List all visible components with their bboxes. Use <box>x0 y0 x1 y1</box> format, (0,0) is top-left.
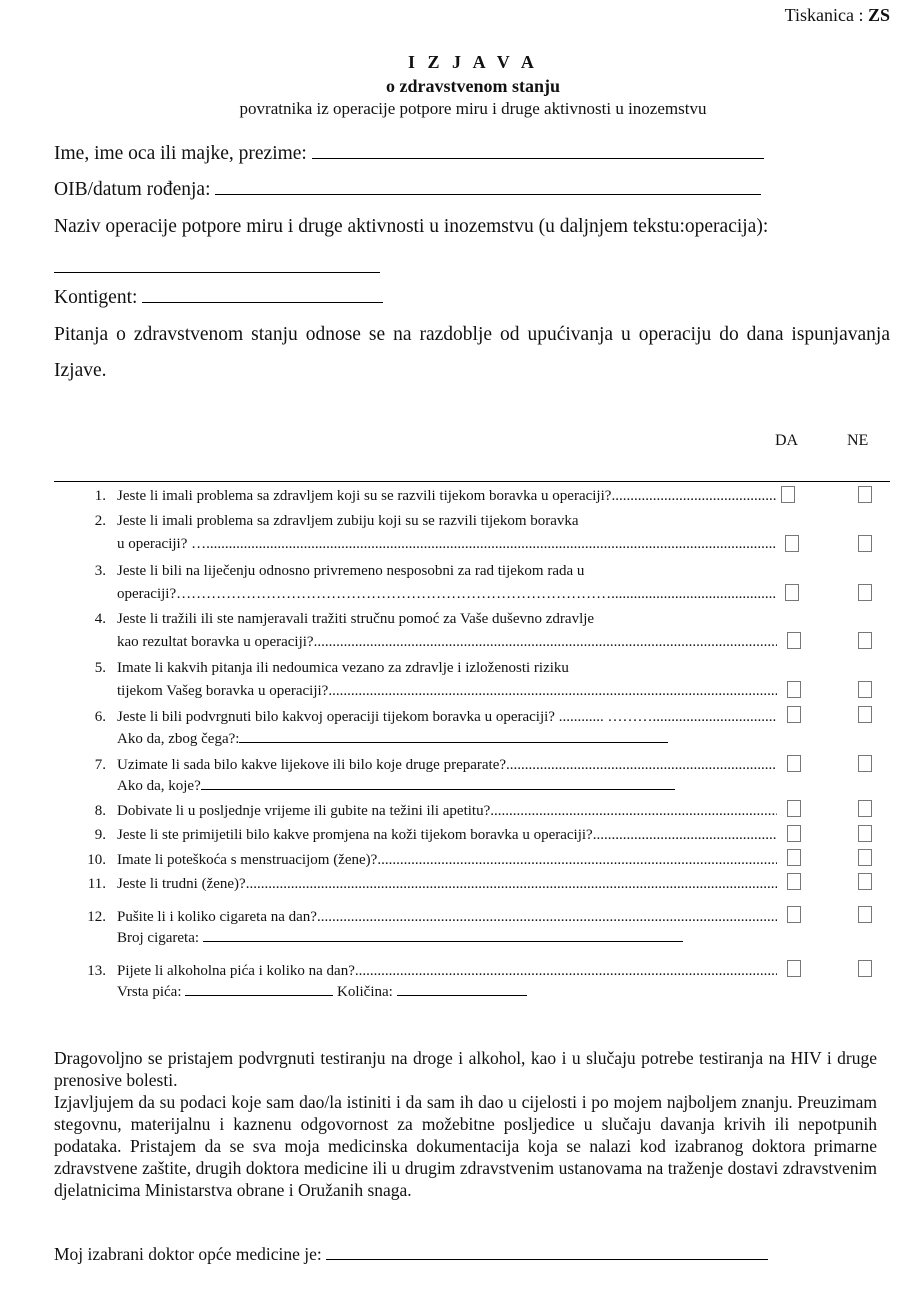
q7-which-input-line[interactable] <box>201 788 675 790</box>
operation-label: Naziv operacije potpore miru i druge aktivnosti u inozemstvu (u daljnjem tekstu:operacija): <box>54 216 769 237</box>
question-text: Jeste li trudni (žene)? <box>117 876 246 892</box>
document-description: povratnika iz operacije potpore miru i druge aktivnosti u inozemstvu <box>239 99 707 118</box>
answer-no-checkbox[interactable] <box>858 825 872 842</box>
answer-no-checkbox[interactable] <box>858 873 872 890</box>
question-number: 7. <box>94 757 106 773</box>
answer-no-checkbox[interactable] <box>858 960 872 977</box>
table-rule <box>54 481 890 482</box>
form-code-value: ZS <box>867 5 890 25</box>
answer-no-checkbox[interactable] <box>858 849 872 866</box>
declaration-consent: Dragovoljno se pristajem podvrgnuti testiranju na droge i alkohol, kao i u slučaju potrebe testiranja na HIV i druge prenosive bolesti. <box>54 1048 877 1090</box>
oib-input-line[interactable] <box>215 193 761 195</box>
answer-yes-checkbox[interactable] <box>787 706 801 723</box>
q13-amount-input-line[interactable] <box>397 994 527 996</box>
q7-which-field <box>117 778 675 795</box>
question-text: Jeste li imali problema sa zdravljem koji su se razvili tijekom boravka u operaciji? <box>117 488 612 504</box>
answer-no-checkbox[interactable] <box>858 755 872 772</box>
form-code <box>785 5 890 26</box>
question-text-cont: kao rezultat boravka u operaciji? <box>117 634 314 650</box>
question-number: 12. <box>87 909 106 925</box>
answer-yes-checkbox[interactable] <box>785 535 799 552</box>
answer-yes-checkbox[interactable] <box>781 486 795 503</box>
answer-yes-checkbox[interactable] <box>787 825 801 842</box>
answer-yes-checkbox[interactable] <box>787 960 801 977</box>
answer-yes-checkbox[interactable] <box>787 849 801 866</box>
q13-amount-label: Količina: <box>337 984 393 1000</box>
question-number: 1. <box>94 488 106 504</box>
q13-fields <box>117 984 527 1001</box>
document-title: I Z J A V A <box>408 52 538 72</box>
question-text: Uzimate li sada bilo kakve lijekove ili bilo koje druge preparate? <box>117 757 507 773</box>
question-number: 3. <box>94 563 106 579</box>
q12-count-input-line[interactable] <box>203 940 683 942</box>
answer-no-checkbox[interactable] <box>858 535 872 552</box>
q12-count-label: Broj cigareta: <box>117 930 200 946</box>
question-text: Pijete li alkoholna pića i koliko na dan? <box>117 963 355 979</box>
question-number: 11. <box>87 876 106 892</box>
answer-no-checkbox[interactable] <box>858 486 872 503</box>
question-text: Jeste li bili na liječenju odnosno privremeno nesposobni za rad tijekom rada u <box>117 563 585 579</box>
question-number: 9. <box>94 827 106 843</box>
answer-yes-checkbox[interactable] <box>787 873 801 890</box>
question-text-cont: tijekom Vašeg boravka u operaciji? <box>117 683 329 699</box>
question-number: 10. <box>87 852 106 868</box>
contingent-field <box>54 287 383 309</box>
answer-yes-checkbox[interactable] <box>787 755 801 772</box>
q7-which-label: Ako da, koje? <box>117 778 201 794</box>
q13-type-input-line[interactable] <box>185 994 333 996</box>
name-label: Ime, ime oca ili majke, prezime: <box>54 143 307 164</box>
doctor-input-line[interactable] <box>326 1258 768 1260</box>
operation-input-line[interactable] <box>54 272 380 273</box>
answer-no-checkbox[interactable] <box>858 584 872 601</box>
declaration <box>54 1047 877 1201</box>
question-text-cont: u operaciji? … <box>117 536 207 552</box>
name-input-line[interactable] <box>312 157 764 159</box>
contingent-input-line[interactable] <box>142 301 383 303</box>
q12-count-field <box>117 930 683 947</box>
declaration-statement: Izjavljujem da su podaci koje sam dao/la istiniti i da sam ih dao u cijelosti i po mojem najboljem znanju. Preuzimam stegovnu, materijalnu i kaznenu odgovornost za možebitne posljedice u slučaju davanja krivih ili nepotpunih podataka. Pristajem da se sva moja medicinska dokumentacija koja se nalazi kod izabranog doktora primarne zdravstvene zaštite, drugih doktora medicine ili u drugim zdravstvenim ustanovama na traženje dostavi zdravstvenim djelatnicima Ministarstva obrane i Oružanih snaga. <box>54 1092 877 1200</box>
question-number: 4. <box>94 611 106 627</box>
q6-reason-label: Ako da, zbog čega?: <box>117 731 240 747</box>
form-code-label: Tiskanica : <box>784 5 864 25</box>
doctor-label: Moj izabrani doktor opće medicine je: <box>54 1244 322 1264</box>
question-text: Imate li kakvih pitanja ili nedoumica vezano za zdravlje i izloženosti riziku <box>117 660 569 676</box>
question-number: 8. <box>94 803 106 819</box>
question-number: 6. <box>94 709 106 725</box>
question-text: Pušite li i koliko cigareta na dan? <box>117 909 317 925</box>
question-text: Dobivate li u posljednje vrijeme ili gubite na težini ili apetitu? <box>117 803 491 819</box>
document-subtitle: o zdravstvenom stanju <box>386 76 560 96</box>
answer-yes-checkbox[interactable] <box>787 800 801 817</box>
question-text: Imate li poteškoća s menstruacijom (žene)? <box>117 852 378 868</box>
answer-yes-checkbox[interactable] <box>787 632 801 649</box>
name-field <box>54 143 764 165</box>
question-number: 13. <box>87 963 106 979</box>
question-text: Jeste li imali problema sa zdravljem zubiju koji su se razvili tijekom boravka <box>117 513 579 529</box>
question-number: 2. <box>94 513 106 529</box>
question-text-cont: operaciji?…………………………………………………………………………… <box>117 586 612 602</box>
answer-no-checkbox[interactable] <box>858 681 872 698</box>
column-yes: DA <box>775 432 799 449</box>
q6-reason-field <box>117 731 668 748</box>
q6-reason-input-line[interactable] <box>239 741 668 743</box>
answer-no-checkbox[interactable] <box>858 800 872 817</box>
answer-yes-checkbox[interactable] <box>785 584 799 601</box>
oib-field <box>54 179 761 201</box>
question-text: Jeste li ste primijetili bilo kakve promjena na koži tijekom boravka u operaciji? <box>117 827 593 843</box>
question-number: 5. <box>94 660 106 676</box>
answer-yes-checkbox[interactable] <box>787 681 801 698</box>
answer-no-checkbox[interactable] <box>858 632 872 649</box>
oib-label: OIB/datum rođenja: <box>54 179 211 200</box>
intro-text: Pitanja o zdravstvenom stanju odnose se na razdoblje od upućivanja u operaciju do dana ispunjavanja Izjave. <box>54 324 890 381</box>
q13-type-label: Vrsta pića: <box>117 984 182 1000</box>
answer-yes-checkbox[interactable] <box>787 906 801 923</box>
column-no: NE <box>847 432 869 449</box>
doctor-field <box>54 1244 768 1265</box>
contingent-label: Kontigent: <box>54 287 138 308</box>
question-text: Jeste li tražili ili ste namjeravali tražiti stručnu pomoć za Vaše duševno zdravlje <box>117 611 595 627</box>
answer-no-checkbox[interactable] <box>858 906 872 923</box>
question-text: Jeste li bili podvrgnuti bilo kakvoj operaciji tijekom boravka u operaciji? ............ ……… <box>117 709 653 725</box>
answer-no-checkbox[interactable] <box>858 706 872 723</box>
